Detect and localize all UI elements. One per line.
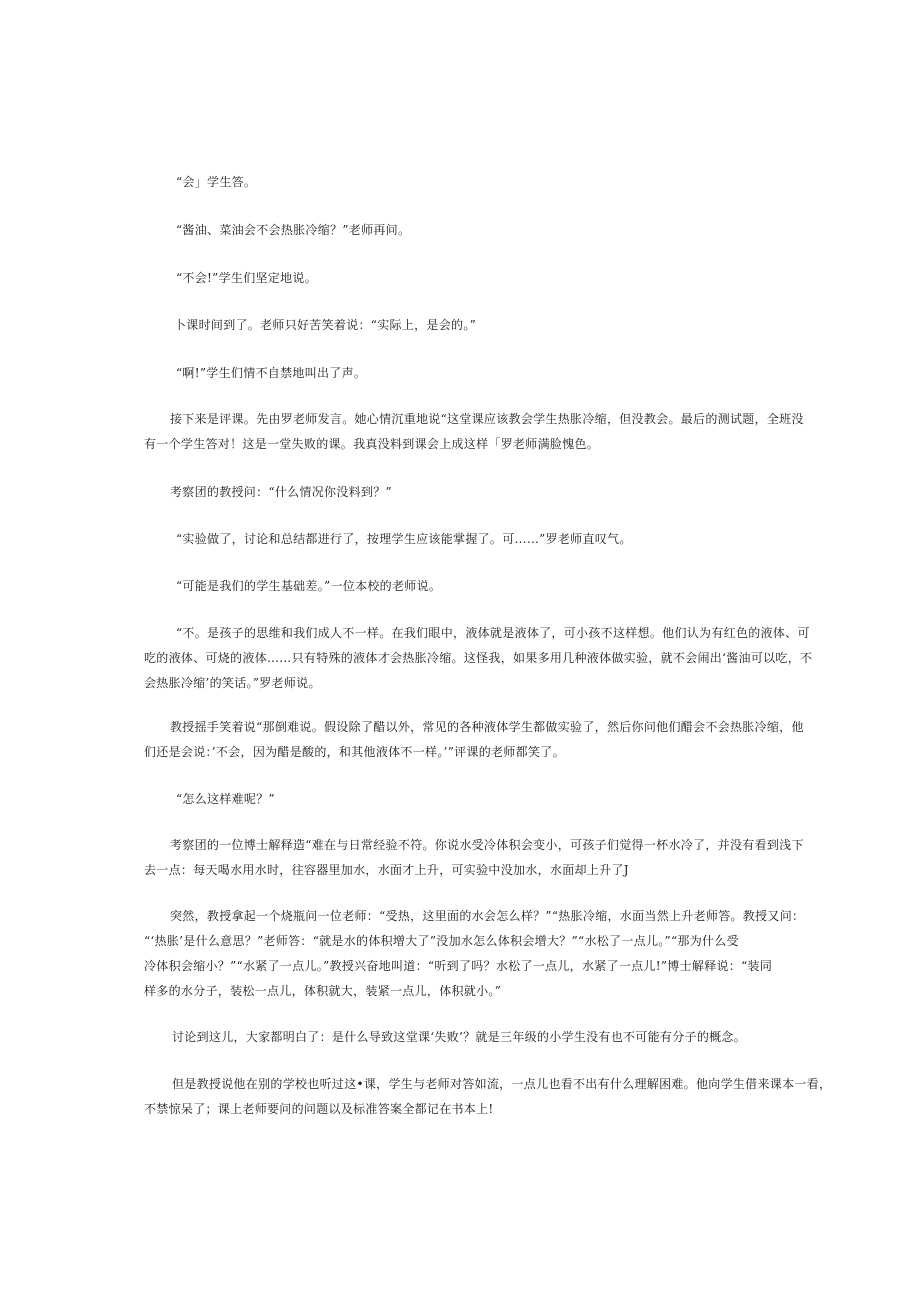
text-line: 考察团的教授问：“什么情况你没料到？”: [170, 485, 392, 499]
paragraph: [144, 361, 780, 386]
paragraph: [144, 313, 780, 338]
text-line: “‘热胀’是什么意思？”老师答：“就是水的体积增大了”没加水怎么体积会增大？”“水松了一点儿。”“那为什么受: [144, 934, 739, 948]
text-line: 不禁惊呆了；课上老师要问的问题以及标准答案全都记在书本上!: [144, 1102, 494, 1116]
paragraph: [144, 407, 804, 457]
text-line: 去一点：每天喝水用水时，往容器里加水，水面才上升，可实验中没加水，水面却上升了J: [144, 863, 629, 877]
paragraph: [144, 833, 804, 883]
text-line: 考察团的一位博士解释造“难在与日常经验不符。你说水受冷体积会变小，可孩子们觉得一杯水冷了，并没有看到浅下: [170, 838, 804, 852]
text-line: 讨论到这儿，大家都明白了：是什么导致这堂课‘失败’？就是三年级的小学生没有也不可能有分子的概念。: [172, 1030, 747, 1044]
text-line: “可能是我们的学生基础差。”一位本校的老师说。: [176, 579, 442, 593]
text-line: 突然，教授拿起一个烧瓶问一位老师：“受热，这里面的水会怎么样？”“热胀冷缩，水面当然上升老师答。教授又问：: [170, 909, 805, 923]
text-line: 有一个学生答对！这是一堂失败的课。我真没料到课会上成这样「罗老师满脸愧色。: [144, 437, 600, 451]
text-line: “不会!”学生们坚定地说。: [176, 271, 317, 285]
text-line: 们还是会说：’不会，因为醋是酸的，和其他液体不一样。’”评课的老师都笑了。: [144, 745, 565, 759]
text-line: “不。是孩子的思维和我们成人不一样。在我们眼中，液体就是液体了，可小孩不这样想。他们认为有红色的液体、可: [176, 626, 810, 640]
paragraph: [144, 218, 780, 243]
paragraph: [144, 574, 780, 599]
text-line: 会热胀冷缩’的笑话。”罗老师说。: [144, 676, 321, 690]
text-line: 接下来是评课。先由罗老师发言。她心情沉重地说“这堂课应该教会学生热胀冷缩，但没教会。最后的测试题，全班没: [170, 412, 804, 426]
paragraph: [144, 1025, 780, 1050]
paragraph: [144, 170, 780, 195]
text-line: 冷体积会缩小？”“水紧了一点儿。”教授兴奋地叫道：“听到了吗？水松了一点儿，水紧了一点儿!”博士解释说：“装同: [144, 959, 773, 973]
text-line: “酱油、菜油会不会热胀冷缩？”老师再问。: [176, 223, 411, 237]
text-line: “会」学生答。: [176, 175, 257, 189]
paragraph: [144, 1072, 832, 1122]
paragraph: [144, 787, 780, 812]
text-line: 卜课时间到了。老师只好苦笑着说：“实际上，是会的。”: [174, 318, 477, 332]
paragraph: [144, 266, 780, 291]
paragraph: [144, 527, 780, 552]
paragraph: [144, 480, 780, 505]
text-line: “怎么这样难呢？”: [176, 792, 275, 806]
text-line: 教授摇手笑着说“那倒难说。假设除了醋以外，常见的各种液体学生都做实验了，然后你问他们醋会不会热胀冷缩，他: [170, 720, 804, 734]
text-line: “啊!”学生们情不自禁地叫出了声。: [176, 366, 367, 380]
paragraph: [144, 621, 813, 696]
paragraph: [144, 904, 805, 1004]
text-line: 吃的液体、可烧的液体……只有特殊的液体才会热胀冷缩。这怪我，如果多用几种液体做实验，就不会闹出‘酱油可以吃，不: [144, 651, 813, 665]
paragraph: [144, 715, 804, 765]
text-line: “实验做了，讨论和总结都进行了，按理学生应该能掌握了。可……”罗老师直叹气。: [176, 532, 632, 546]
text-line: 但是教授说他在别的学校也听过这•课，学生与老师对答如流，一点儿也看不出有什么理解困难。他向学生借来课本一看，: [172, 1077, 832, 1091]
text-line: 样多的水分子，装松一点儿，体积就大，装紧一点儿，体积就小。”: [144, 984, 502, 998]
